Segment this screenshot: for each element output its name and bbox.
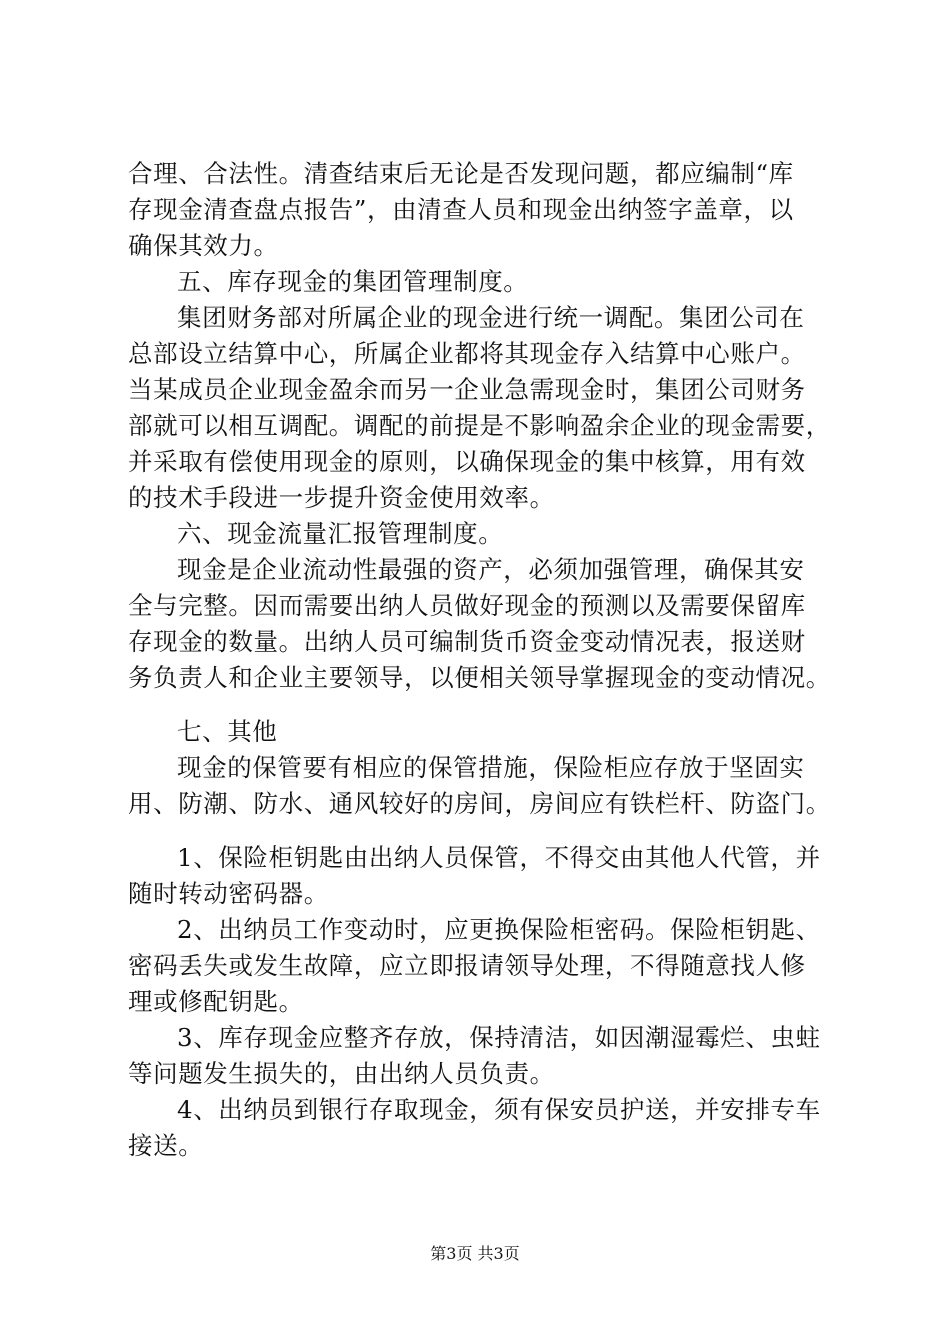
text-line: 并采取有偿使用现金的原则，以确保现金的集中核算，用有效	[128, 447, 806, 476]
list-item: 2、出纳员工作变动时，应更换保险柜密码。保险柜钥匙、	[177, 915, 821, 944]
text-line: 部就可以相互调配。调配的前提是不影响盈余企业的现金需要，	[128, 411, 831, 440]
section-heading: 七、其他	[177, 717, 278, 746]
text-line: 存现金的数量。出纳人员可编制货币资金变动情况表，报送财	[128, 627, 806, 656]
text-line: 随时转动密码器。	[128, 879, 329, 908]
text-line: 合理、合法性。清查结束后无论是否发现问题，都应编制“库	[128, 159, 794, 188]
text-line: 理或修配钥匙。	[128, 987, 304, 1016]
text-line: 现金是企业流动性最强的资产，必须加强管理，确保其安	[177, 555, 805, 584]
list-item: 1、保险柜钥匙由出纳人员保管，不得交由其他人代管，并	[177, 843, 821, 872]
text-line: 的技术手段进一步提升资金使用效率。	[128, 483, 555, 512]
section-heading: 五、库存现金的集团管理制度。	[177, 267, 529, 296]
text-line: 确保其效力。	[128, 231, 279, 260]
text-line: 全与完整。因而需要出纳人员做好现金的预测以及需要保留库	[128, 591, 806, 620]
page-footer: 第3页 共3页	[430, 1244, 520, 1263]
text-line: 务负责人和企业主要领导，以便相关领导掌握现金的变动情况。	[128, 663, 831, 692]
text-line: 接送。	[128, 1131, 204, 1160]
text-line: 存现金清查盘点报告”，由清查人员和现金出纳签字盖章，以	[128, 195, 794, 224]
text-line: 密码丢失或发生故障，应立即报请领导处理，不得随意找人修	[128, 951, 806, 980]
section-heading: 六、现金流量汇报管理制度。	[177, 519, 504, 548]
list-item: 3、库存现金应整齐存放，保持清洁，如因潮湿霉烂、虫蛀	[177, 1023, 821, 1052]
text-line: 总部设立结算中心，所属企业都将其现金存入结算中心账户。	[128, 339, 806, 368]
text-line: 现金的保管要有相应的保管措施，保险柜应存放于坚固实	[177, 753, 805, 782]
text-line: 当某成员企业现金盈余而另一企业急需现金时，集团公司财务	[128, 375, 806, 404]
text-line: 集团财务部对所属企业的现金进行统一调配。集团公司在	[177, 303, 805, 332]
text-line: 用、防潮、防水、通风较好的房间，房间应有铁栏杆、防盗门。	[128, 789, 831, 818]
list-item: 4、出纳员到银行存取现金，须有保安员护送，并安排专车	[177, 1095, 821, 1124]
text-line: 等问题发生损失的，由出纳人员负责。	[128, 1059, 555, 1088]
